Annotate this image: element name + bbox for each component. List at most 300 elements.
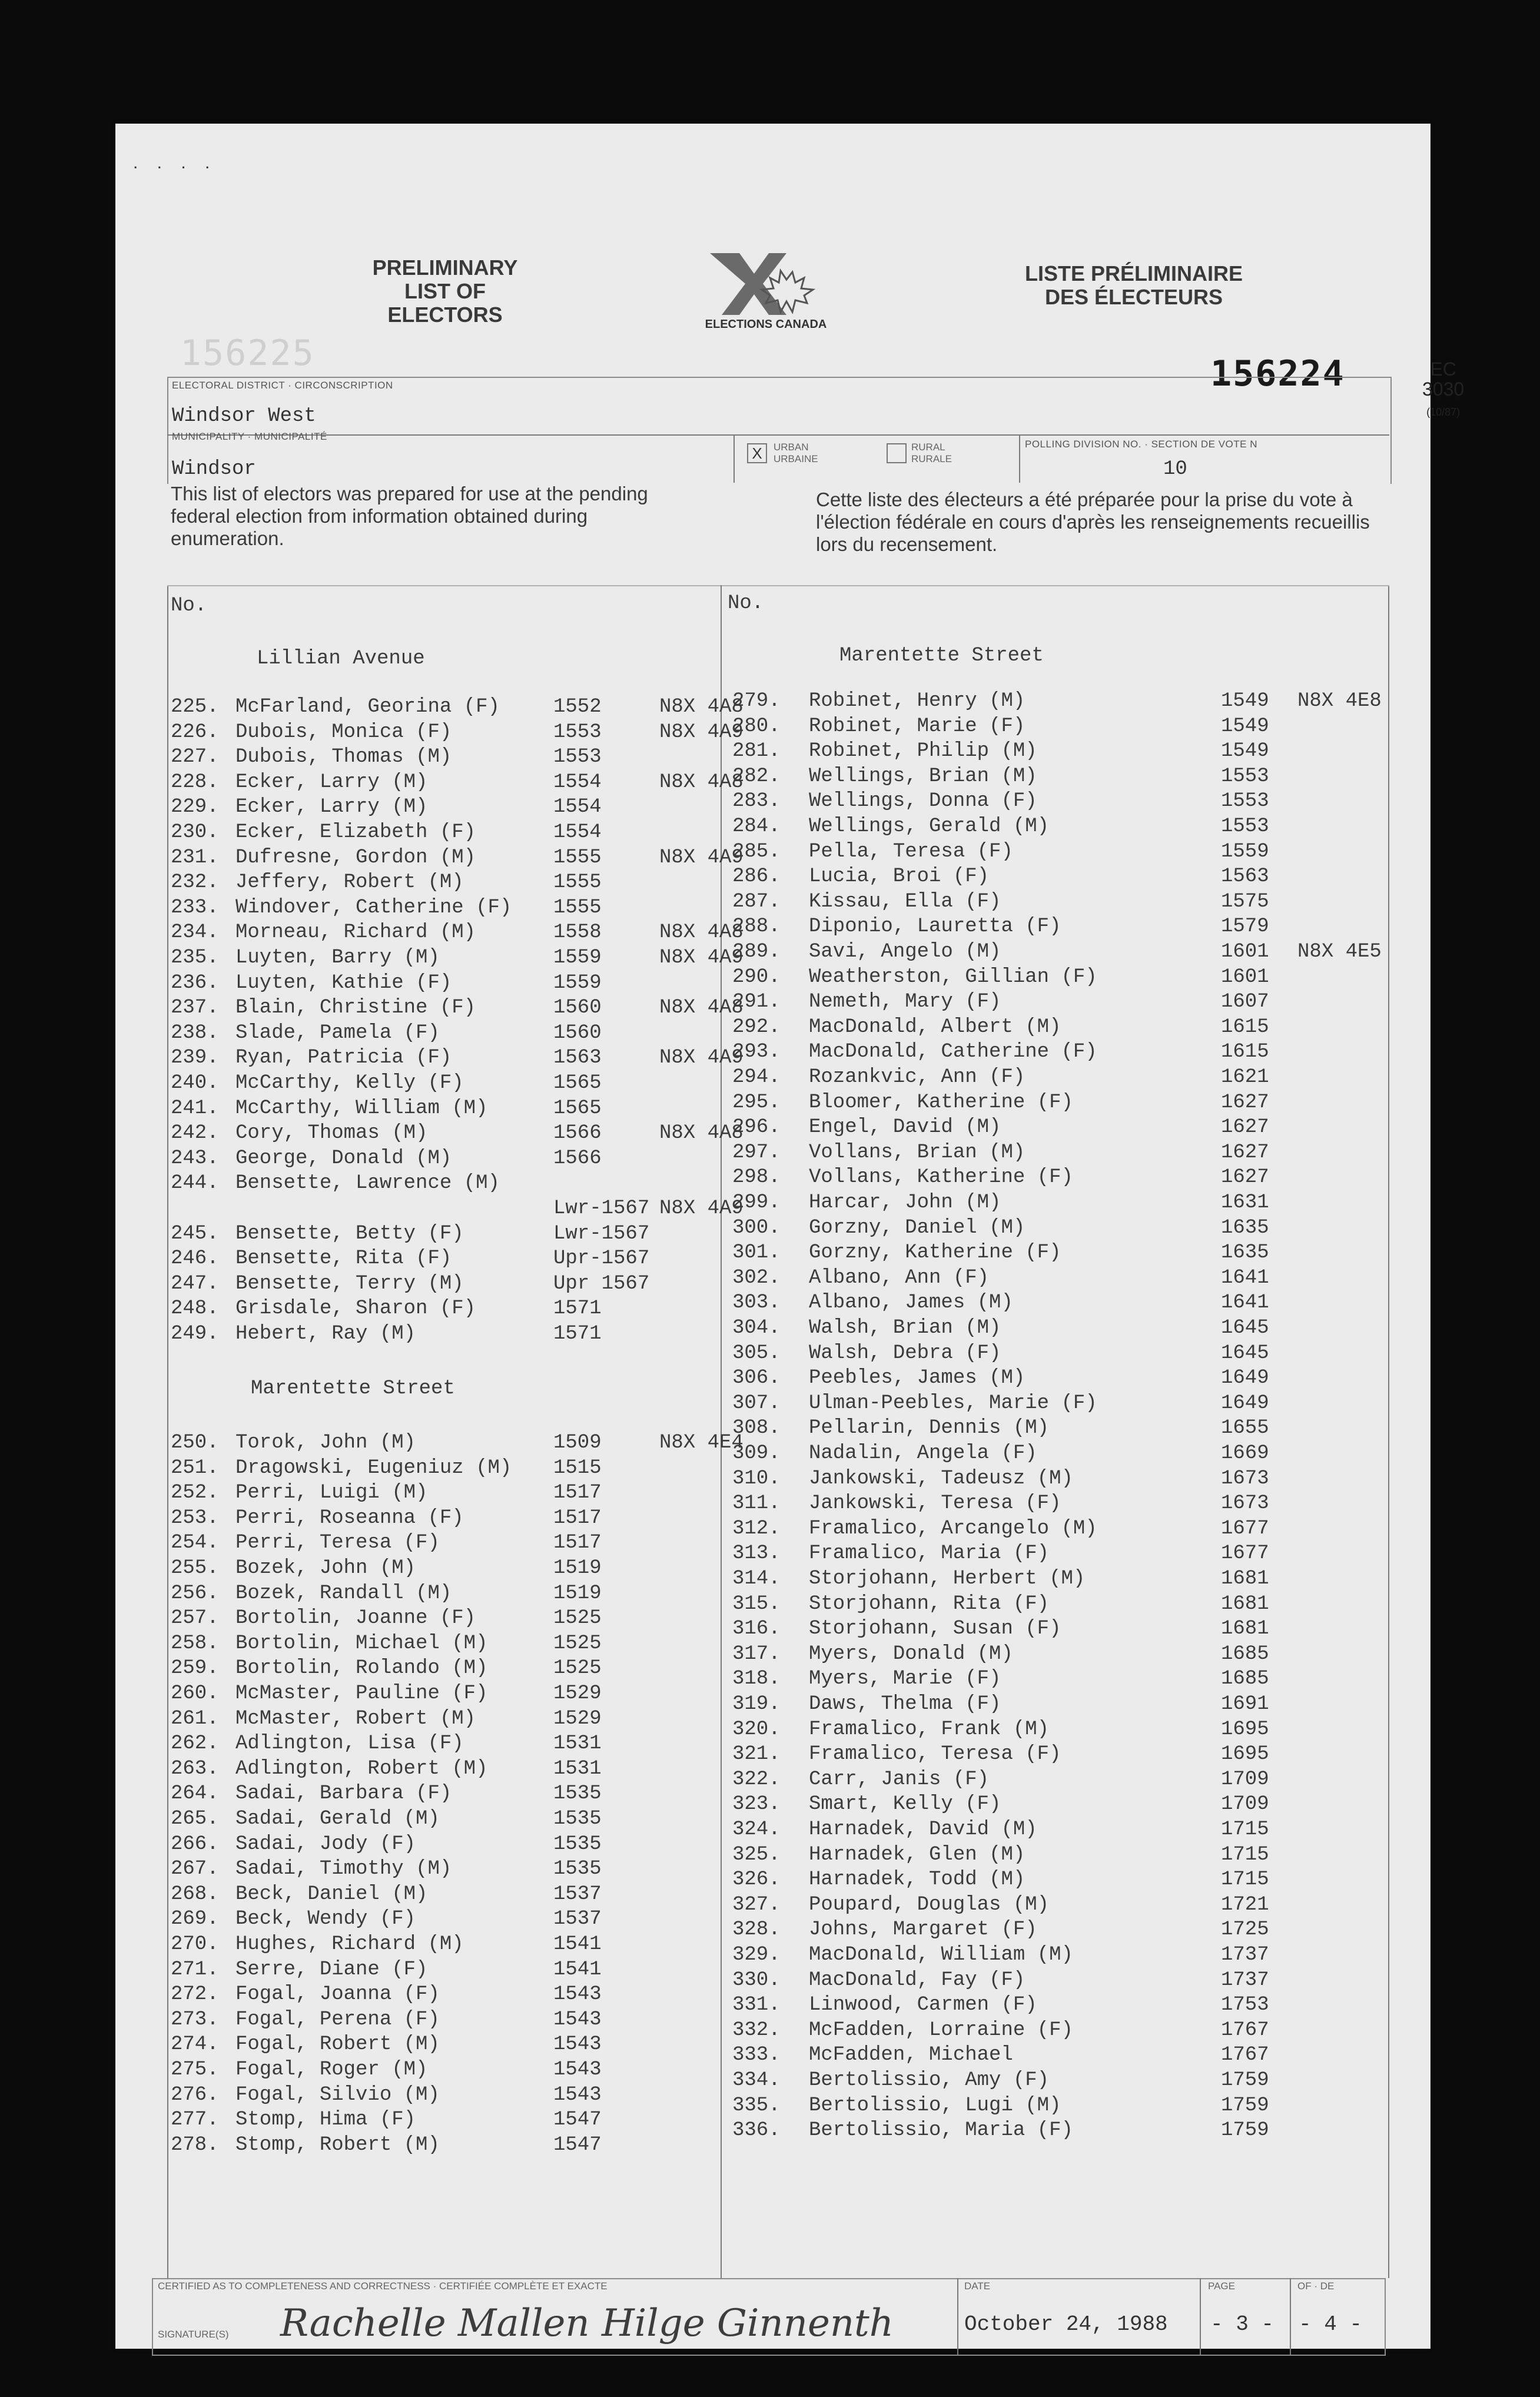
elector-address: 1601: [1221, 965, 1269, 988]
elector-row: [171, 2032, 718, 2057]
elector-row: [171, 845, 744, 870]
elector-number: 231.: [171, 846, 219, 869]
elector-number: 239.: [171, 1047, 219, 1070]
elector-row: [732, 1842, 1386, 1867]
elector-name: Dragowski, Eugeniuz (M): [235, 1456, 512, 1479]
elector-address: 1525: [553, 1607, 602, 1630]
elector-postal-code: N8X 4A8: [659, 1122, 744, 1145]
elector-name: Bensette, Rita (F): [235, 1247, 452, 1270]
elector-address: 1553: [553, 746, 602, 769]
elector-address: 1627: [1221, 1141, 1269, 1164]
elector-number: 280.: [732, 715, 781, 738]
elector-row: [732, 1968, 1386, 1993]
elector-row: [171, 1296, 718, 1321]
elector-number: 334.: [732, 2069, 781, 2091]
elector-address: 1535: [553, 1808, 602, 1830]
municipality-value: Windsor: [172, 458, 256, 480]
elector-name: Vollans, Katherine (F): [809, 1166, 1073, 1189]
urban-label: URBAN URBAINE: [774, 441, 818, 464]
left-street-heading-2: Marentette Street: [251, 1377, 455, 1400]
elector-row: [171, 1656, 718, 1681]
elector-row: [732, 1115, 1386, 1140]
elector-row: [171, 820, 718, 845]
elector-row: [732, 1893, 1386, 1917]
elector-row: [732, 1616, 1386, 1641]
elector-address: 1695: [1221, 1718, 1269, 1741]
form-code-number: EC 3030: [1422, 358, 1465, 400]
elector-number: 261.: [171, 1707, 219, 1730]
elector-address: 1549: [1221, 690, 1269, 712]
elector-number: 235.: [171, 947, 219, 969]
elector-row: [171, 2057, 718, 2082]
elector-name: Storjohann, Susan (F): [809, 1618, 1061, 1641]
elector-row: [171, 1681, 718, 1706]
elector-name: McFadden, Michael: [809, 2044, 1013, 2067]
elector-row: [732, 1466, 1386, 1491]
elector-name: Framalico, Frank (M): [809, 1718, 1050, 1741]
elector-row: [171, 1146, 718, 1171]
elector-row: [732, 1516, 1386, 1541]
elector-name: Harnadek, Glen (M): [809, 1843, 1025, 1866]
elector-row: [732, 1742, 1386, 1767]
elector-address: 1565: [553, 1072, 602, 1094]
elector-address: 1627: [1221, 1091, 1269, 1114]
elector-row: [171, 1832, 718, 1857]
elector-number: 309.: [732, 1442, 781, 1465]
elector-row: [732, 864, 1386, 889]
elector-row: [171, 1171, 718, 1196]
elector-number: 275.: [171, 2059, 219, 2081]
elector-address: 1543: [553, 1983, 602, 2006]
elector-address: Upr-1567: [553, 1247, 650, 1270]
elector-number: 322.: [732, 1768, 781, 1791]
elector-address: 1673: [1221, 1492, 1269, 1515]
elector-name: Perri, Teresa (F): [235, 1532, 440, 1555]
elector-row: [732, 1642, 1386, 1666]
elector-name: Gorzny, Daniel (M): [809, 1216, 1025, 1239]
elector-name: Ecker, Larry (M): [235, 796, 428, 819]
elector-postal-code: N8X 4A8: [659, 997, 744, 1020]
elector-number: 292.: [732, 1015, 781, 1038]
elector-name: Linwood, Carmen (F): [809, 1994, 1037, 2017]
elector-postal-code: N8X 4E4: [659, 1432, 744, 1454]
elector-address: 1627: [1221, 1116, 1269, 1139]
elector-row: [171, 1246, 718, 1271]
elector-address: 1641: [1221, 1266, 1269, 1289]
left-street-heading-1: Lillian Avenue: [257, 648, 425, 670]
elector-number: 314.: [732, 1568, 781, 1590]
footer-divider-2: [1200, 2278, 1201, 2355]
elector-name: Fogal, Joanna (F): [235, 1983, 440, 2006]
elector-row: [732, 1040, 1386, 1064]
elector-number: 316.: [732, 1618, 781, 1641]
elector-number: 230.: [171, 821, 219, 844]
elector-row: [171, 695, 744, 719]
elector-number: 277.: [171, 2109, 219, 2132]
elector-name: Albano, James (M): [809, 1292, 1013, 1314]
elector-number: 288.: [732, 915, 781, 938]
elector-name: Stomp, Robert (M): [235, 2133, 440, 2156]
elector-number: 303.: [732, 1292, 781, 1314]
elector-row: [732, 714, 1386, 739]
rural-checkbox[interactable]: [887, 443, 907, 463]
elector-number: 227.: [171, 746, 219, 769]
elector-postal-code: N8X 4A9: [659, 721, 744, 743]
certification-label: CERTIFIED AS TO COMPLETENESS AND CORRECTNESS · CERTIFIÉE COMPLÈTE ET EXACTE: [158, 2280, 608, 2292]
elector-number: 295.: [732, 1091, 781, 1114]
elector-row: [732, 1943, 1386, 1967]
elector-number: 248.: [171, 1297, 219, 1320]
elector-address: 1645: [1221, 1317, 1269, 1339]
elector-number: 321.: [732, 1743, 781, 1766]
footer-divider-1: [957, 2278, 958, 2355]
area-divider-right: [1019, 436, 1020, 483]
elector-row: [732, 1817, 1386, 1842]
elector-address: 1695: [1221, 1743, 1269, 1766]
elector-name: Perri, Luigi (M): [235, 1482, 428, 1505]
elector-address: 1547: [553, 2133, 602, 2156]
elector-row: [171, 1631, 718, 1656]
elector-address: 1543: [553, 2033, 602, 2056]
date-label: DATE: [964, 2280, 991, 2292]
elector-number: 333.: [732, 2044, 781, 2067]
elector-number: 291.: [732, 991, 781, 1014]
elector-name: Gorzny, Katherine (F): [809, 1241, 1061, 1264]
notice-english: This list of electors was prepared for use at the pending federal election from information obtained during enumeration.: [171, 483, 648, 549]
elector-number: 315.: [732, 1592, 781, 1615]
elector-row: [171, 1857, 718, 1881]
elector-row: [171, 1907, 718, 1931]
elector-number: 327.: [732, 1893, 781, 1916]
elector-name: Nemeth, Mary (F): [809, 991, 1001, 1014]
elector-name: Ecker, Larry (M): [235, 771, 428, 794]
elector-row: [171, 1506, 718, 1531]
urban-checkbox[interactable]: X: [747, 443, 767, 463]
elector-address: 1641: [1221, 1292, 1269, 1314]
elector-number: 244.: [171, 1172, 219, 1195]
elector-name: Myers, Marie (F): [809, 1668, 1001, 1691]
elector-row: [732, 1165, 1386, 1190]
elector-row: [171, 1932, 718, 1957]
elector-number: 313.: [732, 1542, 781, 1565]
elector-address: 1681: [1221, 1568, 1269, 1590]
elector-address: 1607: [1221, 991, 1269, 1014]
elector-postal-code: N8X 4A9: [659, 1047, 744, 1070]
elector-row: [171, 1606, 718, 1631]
elector-row: [732, 1090, 1386, 1115]
elector-number: 245.: [171, 1222, 219, 1245]
elector-address: 1559: [553, 947, 602, 969]
elector-number: 259.: [171, 1657, 219, 1680]
elector-row: [732, 764, 1386, 789]
elector-number: 326.: [732, 1868, 781, 1891]
elector-number: 299.: [732, 1191, 781, 1214]
elector-row: [732, 1666, 1386, 1691]
stray-marks: . . . .: [133, 153, 217, 172]
elector-name: Windover, Catherine (F): [235, 896, 512, 919]
elector-name: Dubois, Monica (F): [235, 721, 452, 743]
elector-name: Harnadek, David (M): [809, 1818, 1037, 1841]
elector-address: 1715: [1221, 1868, 1269, 1891]
elector-address: Upr 1567: [553, 1272, 650, 1295]
elector-postal-code: N8X 4A9: [659, 947, 744, 969]
elector-name: Smart, Kelly (F): [809, 1793, 1001, 1816]
elector-number: 302.: [732, 1266, 781, 1289]
elector-number: 287.: [732, 890, 781, 913]
elector-name: Fogal, Robert (M): [235, 2033, 440, 2056]
elector-number: 256.: [171, 1582, 219, 1605]
elector-address: 1554: [553, 821, 602, 844]
of-label: OF · DE: [1297, 2280, 1335, 2292]
elector-address: 1649: [1221, 1392, 1269, 1415]
list-top-rule: [167, 585, 1389, 586]
elector-name: Hughes, Richard (M): [235, 1933, 464, 1956]
elector-number: 255.: [171, 1557, 219, 1579]
elector-name: Sadai, Barbara (F): [235, 1782, 452, 1805]
elector-name: Wellings, Gerald (M): [809, 815, 1050, 838]
elector-address: Lwr-1567: [553, 1197, 650, 1220]
elector-number: 332.: [732, 2018, 781, 2041]
elector-name: Pellarin, Dennis (M): [809, 1417, 1050, 1440]
signature: Rachelle Mallen Hilge Ginnenth: [280, 2302, 894, 2345]
elector-address: 1563: [553, 1047, 602, 1070]
elector-address: 1677: [1221, 1517, 1269, 1540]
elector-address: 1543: [553, 2083, 602, 2106]
elector-name: Bloomer, Katherine (F): [809, 1091, 1073, 1114]
elector-name: Robinet, Philip (M): [809, 740, 1037, 763]
elector-address: 1631: [1221, 1191, 1269, 1214]
elector-address: 1571: [553, 1323, 602, 1345]
elector-name: Bensette, Betty (F): [235, 1222, 464, 1245]
elector-address: 1563: [1221, 865, 1269, 888]
elector-row: [171, 1480, 718, 1505]
elector-number: 294.: [732, 1066, 781, 1088]
elector-number: 264.: [171, 1782, 219, 1805]
elector-number: 279.: [732, 690, 781, 712]
elector-name: MacDonald, William (M): [809, 1944, 1073, 1966]
elector-name: Sadai, Timothy (M): [235, 1858, 452, 1881]
elector-number: 265.: [171, 1808, 219, 1830]
elector-name: Blain, Christine (F): [235, 997, 476, 1020]
elector-number: 317.: [732, 1642, 781, 1665]
elector-name: Robinet, Marie (F): [809, 715, 1025, 738]
notice-french: Cette liste des électeurs a été préparée pour la prise du vote à l'élection fédérale en cours d'après les renseignements recueillis lors du recensement.: [816, 489, 1370, 555]
elector-name: Ryan, Patricia (F): [235, 1047, 452, 1070]
elector-row: [171, 1071, 718, 1095]
elector-row: [171, 1581, 718, 1606]
elector-row: [171, 870, 718, 895]
elector-address: 1709: [1221, 1793, 1269, 1816]
elector-row: [732, 814, 1386, 839]
district-divider: [167, 434, 1389, 436]
elector-number: 301.: [732, 1241, 781, 1264]
elector-number: 306.: [732, 1367, 781, 1390]
elector-number: 225.: [171, 696, 219, 718]
elector-row: [732, 914, 1386, 939]
elector-name: Luyten, Barry (M): [235, 947, 440, 969]
list-left-border: [167, 586, 168, 2278]
elector-row: [171, 1196, 744, 1221]
elector-number: 283.: [732, 790, 781, 813]
elector-address: 1685: [1221, 1668, 1269, 1691]
elector-name: Beck, Wendy (F): [235, 1908, 416, 1931]
elector-number: 240.: [171, 1072, 219, 1094]
elector-name: Framalico, Arcangelo (M): [809, 1517, 1097, 1540]
elector-number: 325.: [732, 1843, 781, 1866]
elector-row: [171, 1982, 718, 2007]
elector-address: 1555: [553, 846, 602, 869]
elector-address: 1537: [553, 1908, 602, 1931]
elector-row: [732, 1867, 1386, 1892]
elector-address: 1529: [553, 1682, 602, 1705]
elector-address: 1725: [1221, 1918, 1269, 1941]
elector-number: 281.: [732, 740, 781, 763]
form-code: [1422, 359, 1464, 422]
elector-address: 1541: [553, 1933, 602, 1956]
elector-name: Kissau, Ella (F): [809, 890, 1001, 913]
elector-address: 1565: [553, 1097, 602, 1120]
elector-row: [171, 1456, 718, 1480]
elector-name: Pella, Teresa (F): [809, 840, 1013, 863]
elector-name: Jeffery, Robert (M): [235, 871, 464, 894]
elector-address: 1547: [553, 2109, 602, 2132]
elector-address: 1553: [1221, 765, 1269, 788]
elector-name: Myers, Donald (M): [809, 1642, 1013, 1665]
elector-number: 237.: [171, 997, 219, 1020]
elector-number: 238.: [171, 1021, 219, 1044]
elector-number: 236.: [171, 971, 219, 994]
elector-name: Lucia, Broi (F): [809, 865, 990, 888]
elector-number: 263.: [171, 1757, 219, 1780]
elector-row: [171, 995, 744, 1020]
elector-name: Wellings, Brian (M): [809, 765, 1037, 788]
elector-number: 331.: [732, 1994, 781, 2017]
elector-row: [732, 2043, 1386, 2067]
logo-caption: ELECTIONS CANADA: [705, 318, 827, 331]
elector-number: 257.: [171, 1607, 219, 1630]
elector-number: 250.: [171, 1432, 219, 1454]
elector-postal-code: N8X 4A8: [659, 696, 744, 718]
elector-address: 1673: [1221, 1467, 1269, 1490]
elector-address: 1559: [1221, 840, 1269, 863]
elector-row: [732, 1592, 1386, 1616]
elector-number: 297.: [732, 1141, 781, 1164]
elector-address: 1737: [1221, 1968, 1269, 1991]
elector-number: 246.: [171, 1247, 219, 1270]
elector-number: 229.: [171, 796, 219, 819]
elector-row: [732, 839, 1386, 864]
elector-address: 1669: [1221, 1442, 1269, 1465]
elector-address: 1566: [553, 1122, 602, 1145]
elector-address: 1759: [1221, 2069, 1269, 2091]
elector-number: 298.: [732, 1166, 781, 1189]
elector-name: Jankowski, Teresa (F): [809, 1492, 1061, 1515]
elector-address: 1560: [553, 1021, 602, 1044]
elector-address: 1681: [1221, 1618, 1269, 1641]
elector-address: 1519: [553, 1582, 602, 1605]
elector-address: 1649: [1221, 1367, 1269, 1390]
elector-row: [732, 1917, 1386, 1942]
elector-row: [171, 1045, 744, 1070]
elector-name: Fogal, Perena (F): [235, 2008, 440, 2031]
elector-number: 268.: [171, 1883, 219, 1905]
elector-address: 1525: [553, 1657, 602, 1680]
elector-row: [732, 1216, 1386, 1240]
elector-name: Wellings, Donna (F): [809, 790, 1037, 813]
elector-number: 233.: [171, 896, 219, 919]
elector-address: 1553: [553, 721, 602, 743]
elector-row: [171, 1121, 744, 1146]
elector-row: [732, 965, 1386, 990]
elector-address: Lwr-1567: [553, 1222, 650, 1245]
elector-row: [171, 770, 744, 795]
elector-address: 1691: [1221, 1693, 1269, 1715]
elector-row: [171, 895, 718, 920]
elector-address: 1553: [1221, 815, 1269, 838]
elector-address: 1645: [1221, 1342, 1269, 1365]
elector-name: Framalico, Maria (F): [809, 1542, 1050, 1565]
elector-row: [171, 1096, 718, 1121]
elector-number: 300.: [732, 1216, 781, 1239]
elector-number: 270.: [171, 1933, 219, 1956]
municipality-label: MUNICIPALITY · MUNICIPALITÉ: [172, 431, 327, 442]
page-label: PAGE: [1208, 2280, 1235, 2292]
elector-row: [732, 1190, 1386, 1215]
elector-name: McCarthy, William (M): [235, 1097, 488, 1120]
elector-row: [171, 1707, 718, 1731]
elector-number: 269.: [171, 1908, 219, 1931]
elector-address: 1759: [1221, 2094, 1269, 2117]
elector-address: 1519: [553, 1557, 602, 1579]
elector-name: MacDonald, Albert (M): [809, 1015, 1061, 1038]
elector-row: [732, 1441, 1386, 1466]
elector-name: Stomp, Hima (F): [235, 2109, 416, 2132]
elector-postal-code: N8X 4A8: [659, 921, 744, 944]
right-no-label: No.: [728, 592, 764, 615]
elector-number: 228.: [171, 771, 219, 794]
serial-number: 156224: [1210, 353, 1345, 394]
elector-address: 1627: [1221, 1166, 1269, 1189]
header-box: [167, 377, 1392, 484]
elector-row: [732, 739, 1386, 763]
elector-number: 254.: [171, 1532, 219, 1555]
elector-name: Bensette, Terry (M): [235, 1272, 464, 1295]
page-value: - 3 -: [1210, 2312, 1275, 2336]
elector-name: MacDonald, Fay (F): [809, 1968, 1025, 1991]
faint-serial-number: 156225: [180, 333, 315, 374]
elector-number: 290.: [732, 965, 781, 988]
elector-postal-code: N8X 4E5: [1297, 941, 1382, 963]
elector-address: 1555: [553, 871, 602, 894]
elector-name: Harnadek, Todd (M): [809, 1868, 1025, 1891]
list-right-border: [1388, 586, 1389, 2278]
elector-name: McFarland, Georina (F): [235, 696, 500, 718]
elector-row: [732, 2118, 1386, 2143]
elector-number: 304.: [732, 1317, 781, 1339]
elector-number: 266.: [171, 1832, 219, 1855]
elector-number: 282.: [732, 765, 781, 788]
elector-name: Adlington, Lisa (F): [235, 1732, 464, 1755]
elector-row: [732, 689, 1386, 713]
elector-row: [732, 1240, 1386, 1265]
elector-name: Bozek, Randall (M): [235, 1582, 452, 1605]
elector-number: 335.: [732, 2094, 781, 2117]
elector-number: 305.: [732, 1342, 781, 1365]
elector-address: 1531: [553, 1732, 602, 1755]
elector-row: [732, 1491, 1386, 1516]
elector-name: Storjohann, Rita (F): [809, 1592, 1050, 1615]
elector-address: 1709: [1221, 1768, 1269, 1791]
